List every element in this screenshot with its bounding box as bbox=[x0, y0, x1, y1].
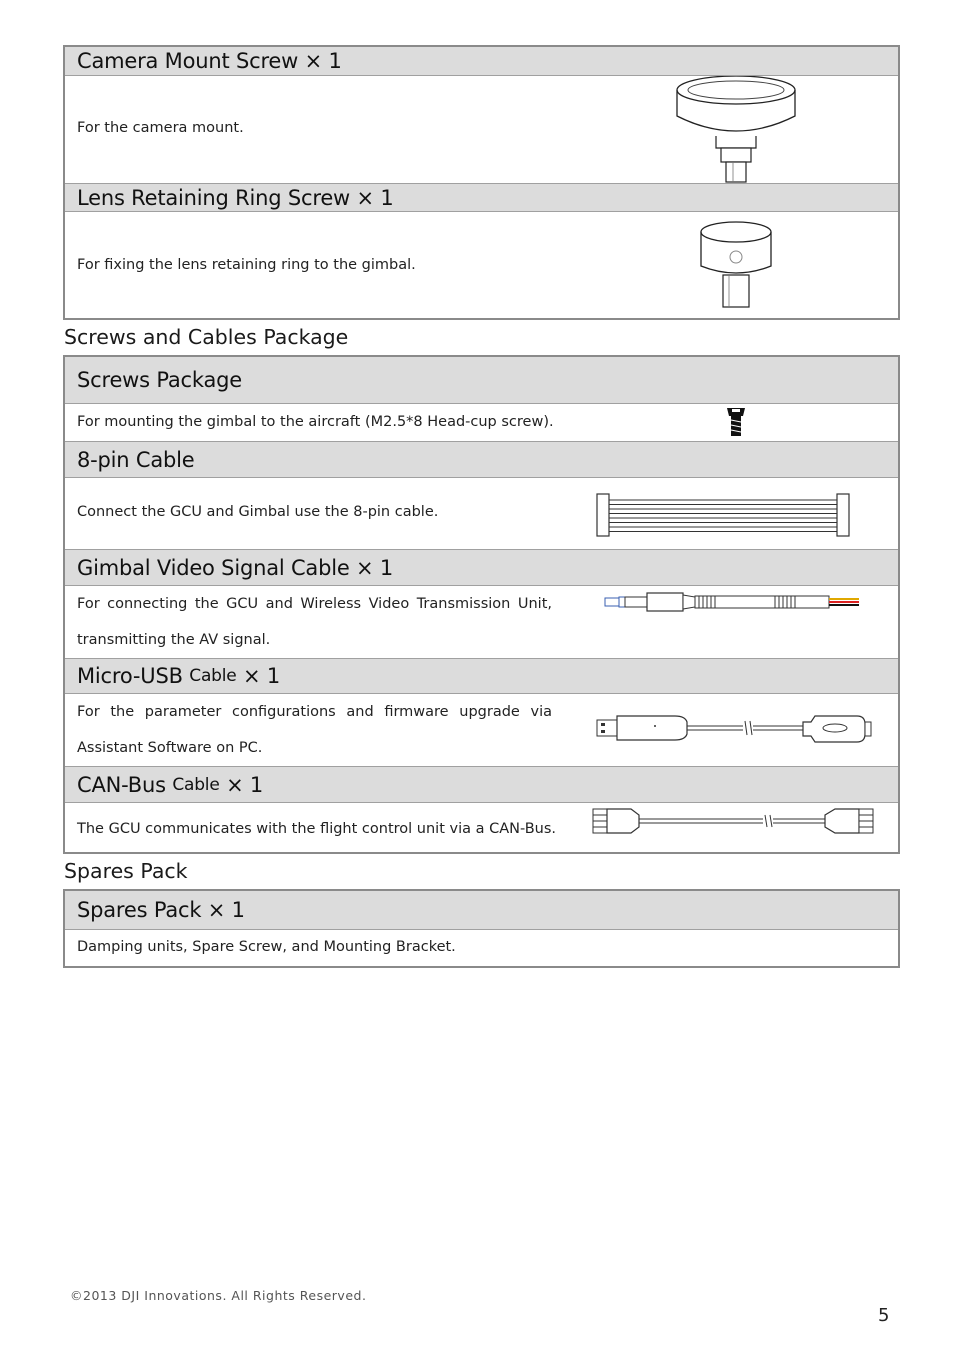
item-title: Spares Pack × 1 bbox=[77, 898, 245, 922]
item-row-micro-usb-cable bbox=[65, 694, 898, 766]
item-header-lens-ring-screw bbox=[65, 183, 898, 212]
item-description: The GCU communicates with the flight control unit via a CAN-Bus. bbox=[77, 821, 556, 837]
av-cable-icon bbox=[603, 589, 865, 617]
item-header-micro-usb-cable bbox=[65, 658, 898, 694]
item-description: For connecting the GCU and Wireless Video Transmission Unit, transmitting the AV signal. bbox=[77, 596, 552, 648]
item-title: Lens Retaining Ring Screw × 1 bbox=[77, 185, 394, 210]
item-title-count: × 1 bbox=[243, 664, 281, 688]
item-description: Connect the GCU and Gimbal use the 8-pin cable. bbox=[77, 504, 439, 520]
item-title-main: Micro-USB bbox=[77, 664, 183, 688]
lens-ring-screw-icon bbox=[696, 220, 776, 310]
item-title: Gimbal Video Signal Cable × 1 bbox=[77, 555, 394, 580]
item-title-count: × 1 bbox=[226, 772, 264, 797]
item-row-8pin-cable bbox=[65, 478, 898, 549]
item-description: For mounting the gimbal to the aircraft (M2.5*8 Head-cup screw). bbox=[77, 414, 554, 430]
screws-cables-table bbox=[63, 355, 900, 854]
section-title-spares: Spares Pack bbox=[64, 859, 188, 883]
micro-usb-cable-icon bbox=[595, 712, 873, 746]
spares-table bbox=[63, 889, 900, 968]
item-row-spares-pack bbox=[65, 930, 898, 966]
copyright-footer: ©2013 DJI Innovations. All Rights Reserved. bbox=[70, 1288, 367, 1303]
item-title-main: CAN-Bus bbox=[77, 772, 166, 797]
item-description: Damping units, Spare Screw, and Mounting Bracket. bbox=[77, 939, 456, 955]
item-header-video-signal-cable bbox=[65, 549, 898, 586]
item-description: For the camera mount. bbox=[77, 120, 244, 136]
item-title: Screws Package bbox=[77, 368, 243, 392]
item-row-lens-ring-screw bbox=[65, 212, 898, 318]
item-row-video-signal-cable bbox=[65, 586, 898, 658]
item-title: Camera Mount Screw × 1 bbox=[77, 49, 342, 73]
can-bus-cable-icon bbox=[591, 807, 875, 835]
item-row-screws-package bbox=[65, 404, 898, 441]
page-number: 5 bbox=[878, 1305, 890, 1326]
item-row-camera-mount-screw bbox=[65, 76, 898, 183]
camera-mount-screw-icon bbox=[671, 76, 801, 184]
item-header-can-bus-cable bbox=[65, 766, 898, 803]
item-header-camera-mount-screw bbox=[65, 47, 898, 76]
item-title-small: Cable bbox=[189, 666, 237, 686]
item-description: For the parameter configurations and firmware upgrade via Assistant Software on PC. bbox=[77, 704, 552, 756]
item-title-small: Cable bbox=[172, 774, 220, 795]
head-cup-screw-icon bbox=[725, 406, 747, 438]
item-row-can-bus-cable bbox=[65, 803, 898, 855]
ribbon-cable-icon bbox=[593, 492, 853, 538]
item-header-spares-pack bbox=[65, 891, 898, 930]
item-header-screws-package bbox=[65, 357, 898, 404]
item-header-8pin-cable bbox=[65, 441, 898, 478]
accessories-table-top bbox=[63, 45, 900, 320]
item-title: 8-pin Cable bbox=[77, 447, 195, 472]
item-description: For fixing the lens retaining ring to the gimbal. bbox=[77, 257, 416, 273]
section-title-screws-cables: Screws and Cables Package bbox=[64, 325, 349, 349]
